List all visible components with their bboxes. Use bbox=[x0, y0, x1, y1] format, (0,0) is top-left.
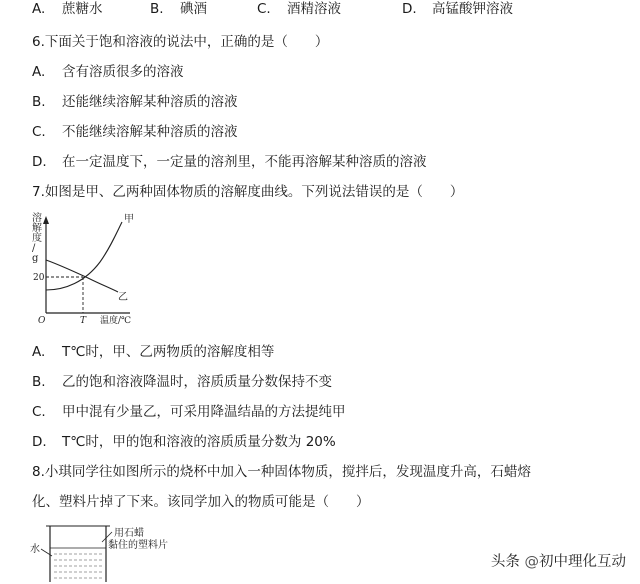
beaker-figure bbox=[28, 522, 228, 584]
q5-option-b: B. 碘酒 bbox=[150, 1, 207, 17]
q5-option-d: D. 高锰酸钾溶液 bbox=[402, 1, 513, 17]
q6-option-c: C. 不能继续溶解某种溶质的溶液 bbox=[32, 124, 238, 140]
q5-option-c: C. 酒精溶液 bbox=[257, 1, 341, 17]
q7-option-a: A. T℃时，甲、乙两物质的溶解度相等 bbox=[32, 344, 275, 360]
solubility-curve-figure bbox=[30, 210, 140, 330]
plastic-sheet-label-line1: 用石蜡 bbox=[114, 528, 144, 539]
q7-stem: 7.如图是甲、乙两种固体物质的溶解度曲线。下列说法错误的是（ ） bbox=[32, 184, 464, 200]
tick-20-label: 20 bbox=[33, 273, 45, 283]
tick-t-label: T bbox=[80, 316, 87, 326]
watermark-prefix: 头条 bbox=[490, 554, 520, 570]
q5-options-row bbox=[32, 0, 632, 15]
y-axis-label-char: 解 bbox=[32, 223, 42, 234]
curve-yi bbox=[46, 260, 118, 292]
water-label: 水 bbox=[30, 544, 40, 555]
y-axis-label-char: 度 bbox=[32, 233, 42, 244]
watermark bbox=[491, 550, 626, 571]
watermark-at: @ bbox=[524, 554, 539, 570]
q6-stem: 6.下面关于饱和溶液的说法中，正确的是（ ） bbox=[32, 34, 329, 50]
q8-stem-line1: 8.小琪同学往如图所示的烧杯中加入一种固体物质，搅拌后，发现温度升高，石蜡熔 bbox=[32, 464, 531, 480]
y-axis-label-char: g bbox=[32, 253, 39, 264]
y-axis-label-char: / bbox=[32, 243, 36, 254]
curve-yi-label: 乙 bbox=[118, 292, 128, 303]
q8-stem-line2: 化、塑料片掉了下来。该同学加入的物质可能是（ ） bbox=[32, 494, 370, 510]
beaker-outline bbox=[50, 526, 106, 582]
curve-jia bbox=[46, 222, 122, 290]
x-axis-label: 温度/℃ bbox=[100, 316, 132, 326]
q6-option-d: D. 在一定温度下，一定量的溶剂里，不能再溶解某种溶质的溶液 bbox=[32, 154, 427, 170]
origin-label: O bbox=[38, 316, 46, 326]
y-axis-arrow bbox=[43, 216, 49, 224]
curve-jia-label: 甲 bbox=[124, 214, 134, 225]
q6-option-b: B. 还能继续溶解某种溶质的溶液 bbox=[32, 94, 238, 110]
q7-option-d: D. T℃时，甲的饱和溶液的溶质质量分数为 20% bbox=[32, 434, 336, 450]
water-hatching bbox=[54, 554, 102, 578]
q6-option-a: A. 含有溶质很多的溶液 bbox=[32, 64, 184, 80]
q5-option-a: A. 蔗糖水 bbox=[32, 1, 103, 17]
watermark-name: 初中理化互动 bbox=[539, 554, 626, 570]
y-axis-label bbox=[32, 211, 42, 264]
q7-option-b: B. 乙的饱和溶液降温时，溶质质量分数保持不变 bbox=[32, 374, 332, 390]
y-axis-label-char: 溶 bbox=[32, 213, 42, 224]
q7-option-c: C. 甲中混有少量乙，可采用降温结晶的方法提纯甲 bbox=[32, 404, 346, 420]
plastic-sheet-label-line2: 黏住的塑料片 bbox=[108, 540, 168, 551]
